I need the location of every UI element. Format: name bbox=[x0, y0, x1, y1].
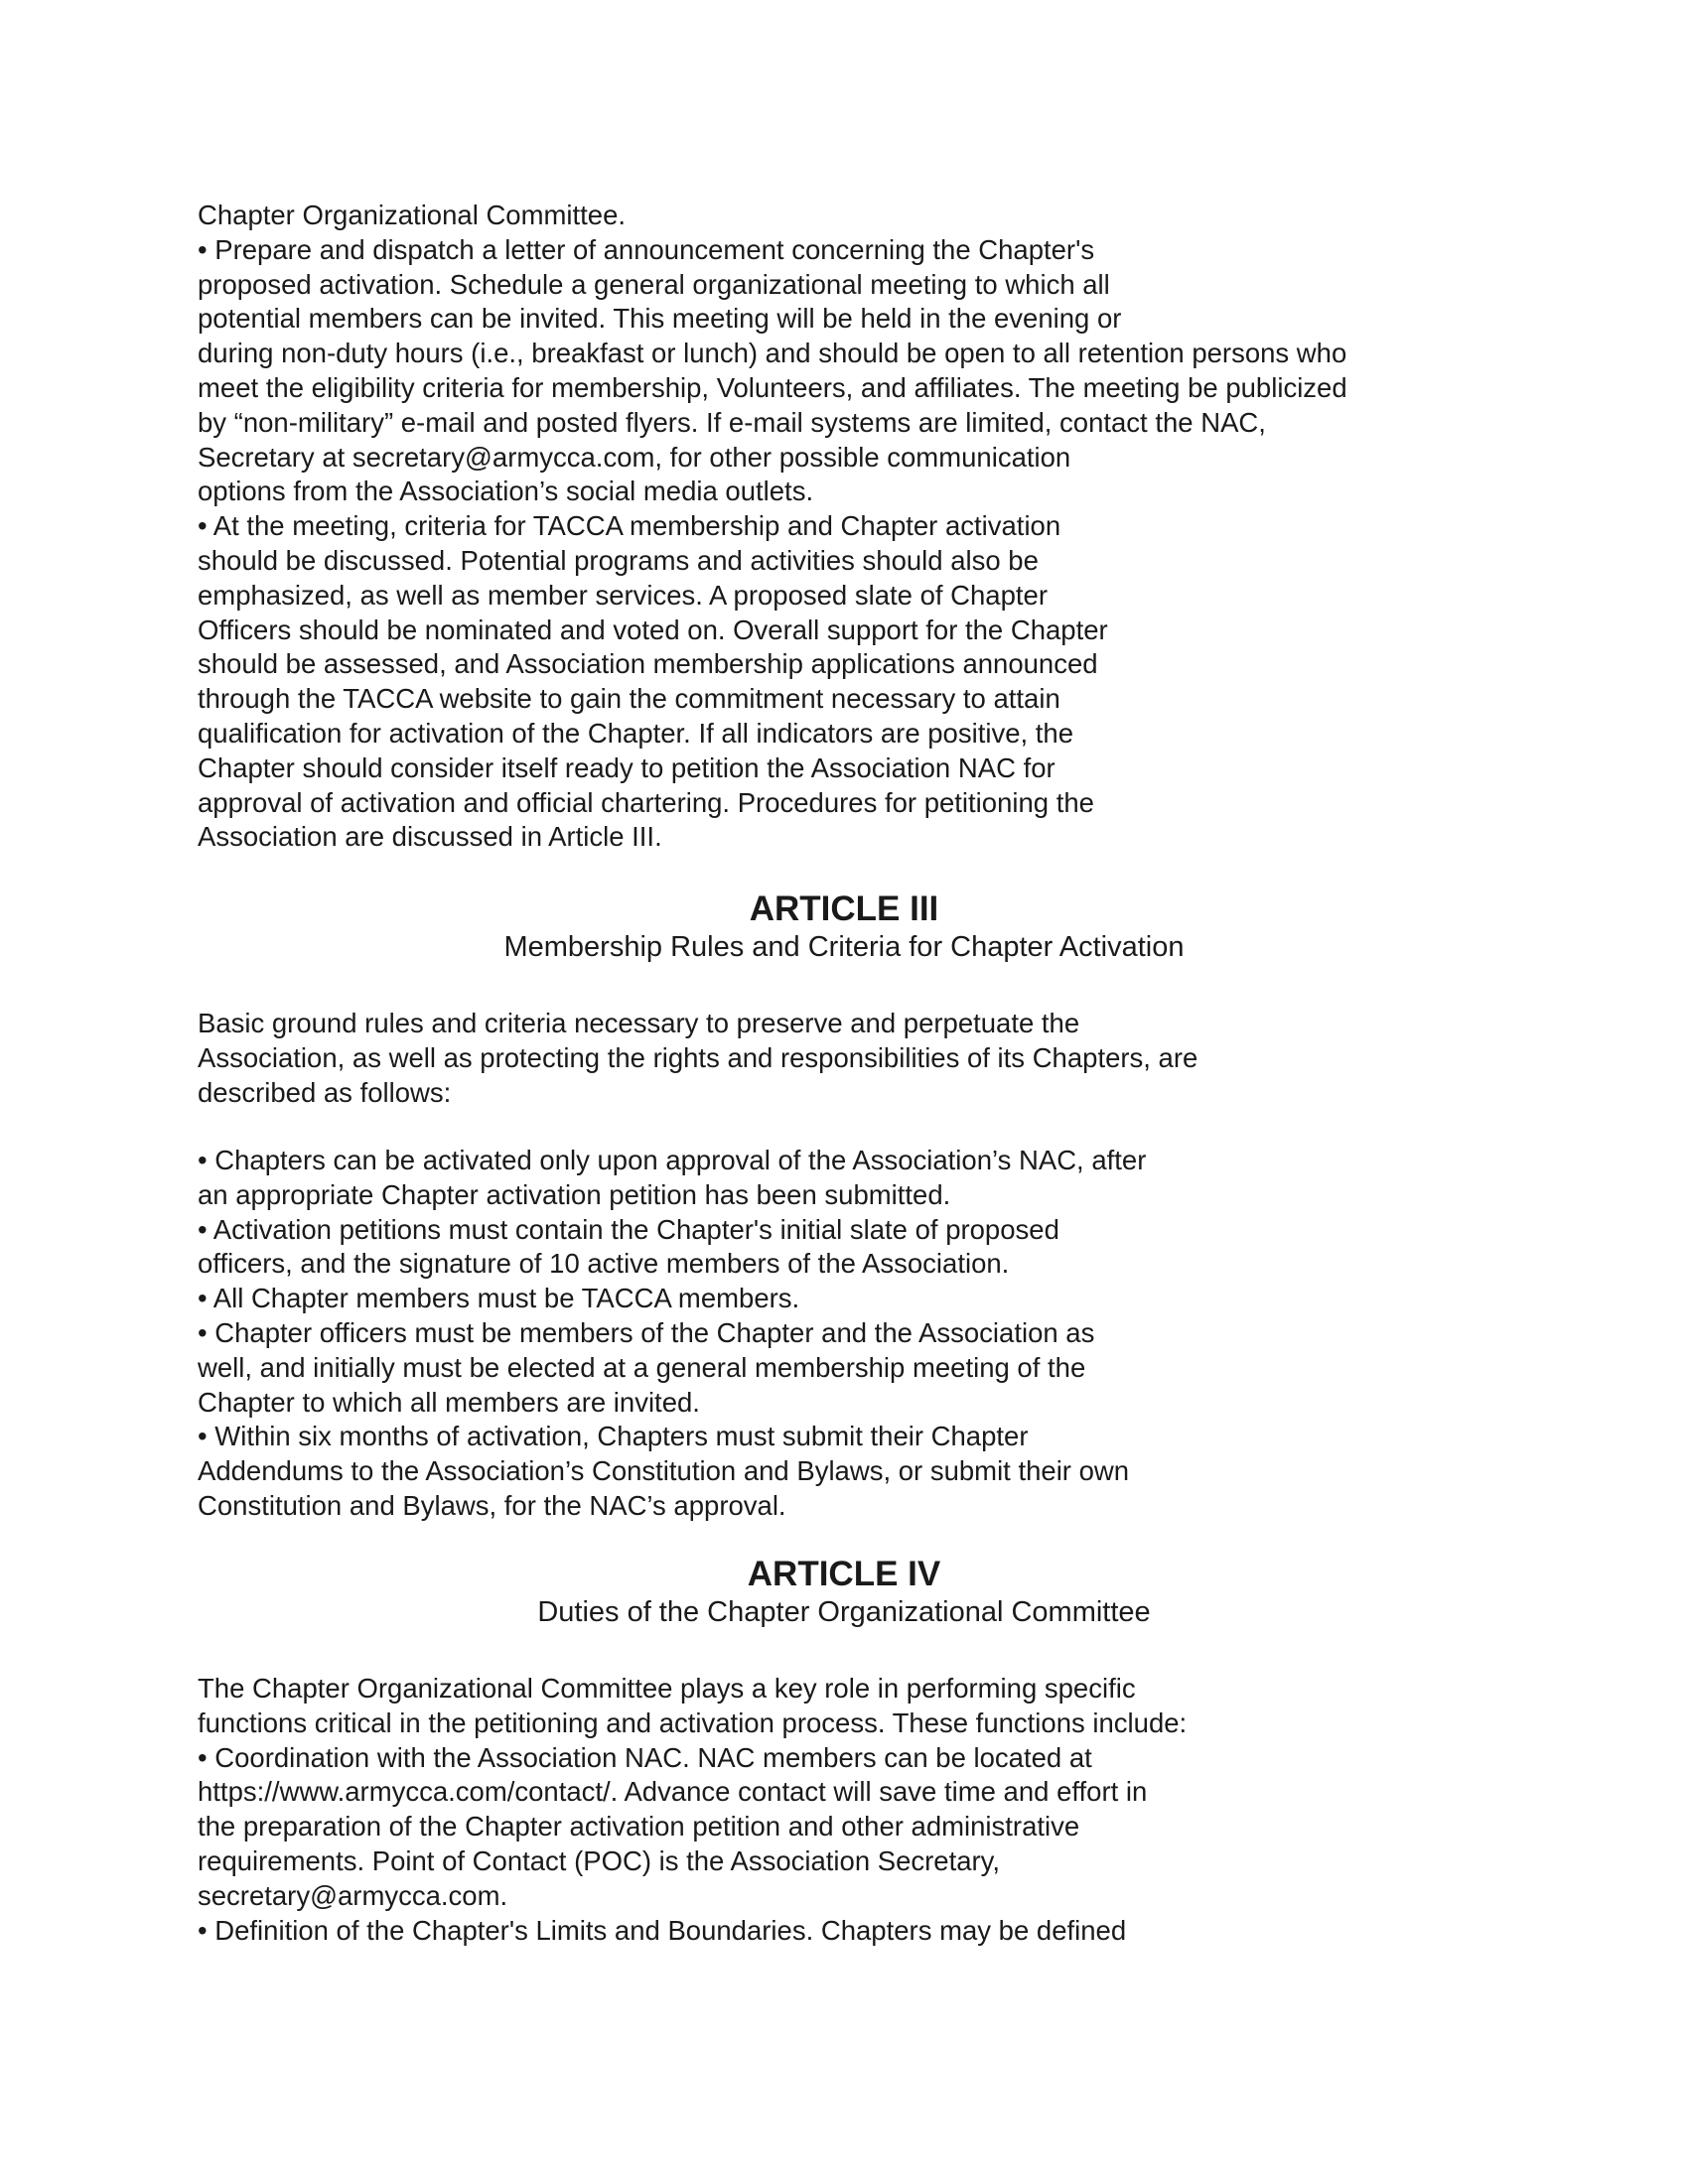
text-line: during non-duty hours (i.e., breakfast or lunch) and should be open to all retention persons who bbox=[198, 338, 1347, 369]
text-line: the preparation of the Chapter activation petition and other administrative bbox=[198, 1811, 1080, 1843]
text-line: meet the eligibility criteria for membership, Volunteers, and affiliates. The meeting be publicized bbox=[198, 371, 1347, 403]
article-4-body bbox=[198, 1672, 1518, 1948]
text-line: Constitution and Bylaws, for the NAC’s approval. bbox=[198, 1489, 786, 1521]
text-line: options from the Association’s social media outlets. bbox=[198, 476, 814, 507]
text-line: by “non-military” e-mail and posted flyers. If e-mail systems are limited, contact the NAC, bbox=[198, 406, 1266, 438]
text-line: Officers should be nominated and voted on. Overall support for the Chapter bbox=[198, 614, 1108, 645]
text-line: Secretary at secretary@armycca.com, for other possible communication bbox=[198, 441, 1071, 473]
article-4-heading bbox=[0, 1555, 1688, 1630]
text-line: • At the meeting, criteria for TACCA membership and Chapter activation bbox=[198, 510, 1061, 542]
text-line: • Definition of the Chapter's Limits and Boundaries. Chapters may be defined bbox=[198, 1914, 1127, 1946]
text-line: proposed activation. Schedule a general organizational meeting to which all bbox=[198, 268, 1110, 300]
article-title: ARTICLE III bbox=[749, 889, 939, 928]
article-subtitle: Membership Rules and Criteria for Chapter Activation bbox=[503, 931, 1185, 963]
text-line: officers, and the signature of 10 active members of the Association. bbox=[198, 1248, 1010, 1280]
text-line: secretary@armycca.com. bbox=[198, 1879, 508, 1911]
text-line: an appropriate Chapter activation petition has been submitted. bbox=[198, 1178, 951, 1210]
text-line: The Chapter Organizational Committee plays a key role in performing specific bbox=[198, 1673, 1136, 1704]
article-title: ARTICLE IV bbox=[747, 1555, 941, 1593]
text-line: qualification for activation of the Chapter. If all indicators are positive, the bbox=[198, 717, 1074, 749]
text-line: should be discussed. Potential programs and activities should also be bbox=[198, 544, 1039, 576]
text-line: • Activation petitions must contain the Chapter's initial slate of proposed bbox=[198, 1213, 1059, 1245]
text-line: Association are discussed in Article III. bbox=[198, 821, 662, 853]
text-line: Chapter to which all members are invited. bbox=[198, 1386, 700, 1418]
text-line: approval of activation and official chartering. Procedures for petitioning the bbox=[198, 786, 1094, 818]
text-line: Chapter Organizational Committee. bbox=[198, 200, 627, 230]
text-line: • Within six months of activation, Chapters must submit their Chapter bbox=[198, 1421, 1029, 1452]
text-line: • Chapter officers must be members of the Chapter and the Association as bbox=[198, 1316, 1095, 1348]
article-3-rules bbox=[198, 1144, 1518, 1524]
text-line: Basic ground rules and criteria necessary to preserve and perpetuate the bbox=[198, 1008, 1080, 1038]
text-line: described as follows: bbox=[198, 1076, 452, 1108]
intro-continuation bbox=[198, 199, 1518, 855]
text-line: Chapter should consider itself ready to petition the Association NAC for bbox=[198, 751, 1055, 783]
article-3-heading bbox=[0, 889, 1688, 965]
text-line: functions critical in the petitioning and activation process. These functions include: bbox=[198, 1706, 1188, 1738]
text-line: requirements. Point of Contact (POC) is the Association Secretary, bbox=[198, 1844, 1001, 1876]
text-line: potential members can be invited. This meeting will be held in the evening or bbox=[198, 303, 1122, 335]
text-line: • Coordination with the Association NAC. NAC members can be located at bbox=[198, 1741, 1092, 1773]
text-line: • Chapters can be activated only upon approval of the Association’s NAC, after bbox=[198, 1145, 1147, 1175]
text-line: should be assessed, and Association membership applications announced bbox=[198, 648, 1098, 680]
text-line: https://www.armycca.com/contact/. Advance contact will save time and effort in bbox=[198, 1776, 1148, 1808]
text-line: • All Chapter members must be TACCA members. bbox=[198, 1283, 800, 1314]
text-line: • Prepare and dispatch a letter of announcement concerning the Chapter's bbox=[198, 233, 1095, 265]
text-line: through the TACCA website to gain the commitment necessary to attain bbox=[198, 683, 1060, 715]
text-line: Association, as well as protecting the rights and responsibilities of its Chapters, are bbox=[198, 1041, 1198, 1073]
text-line: Addendums to the Association’s Constitution and Bylaws, or submit their own bbox=[198, 1455, 1130, 1487]
article-3-intro bbox=[198, 1007, 1518, 1110]
text-line: emphasized, as well as member services. A proposed slate of Chapter bbox=[198, 579, 1048, 611]
text-line: well, and initially must be elected at a general membership meeting of the bbox=[198, 1351, 1086, 1383]
article-subtitle: Duties of the Chapter Organizational Committee bbox=[537, 1596, 1151, 1628]
